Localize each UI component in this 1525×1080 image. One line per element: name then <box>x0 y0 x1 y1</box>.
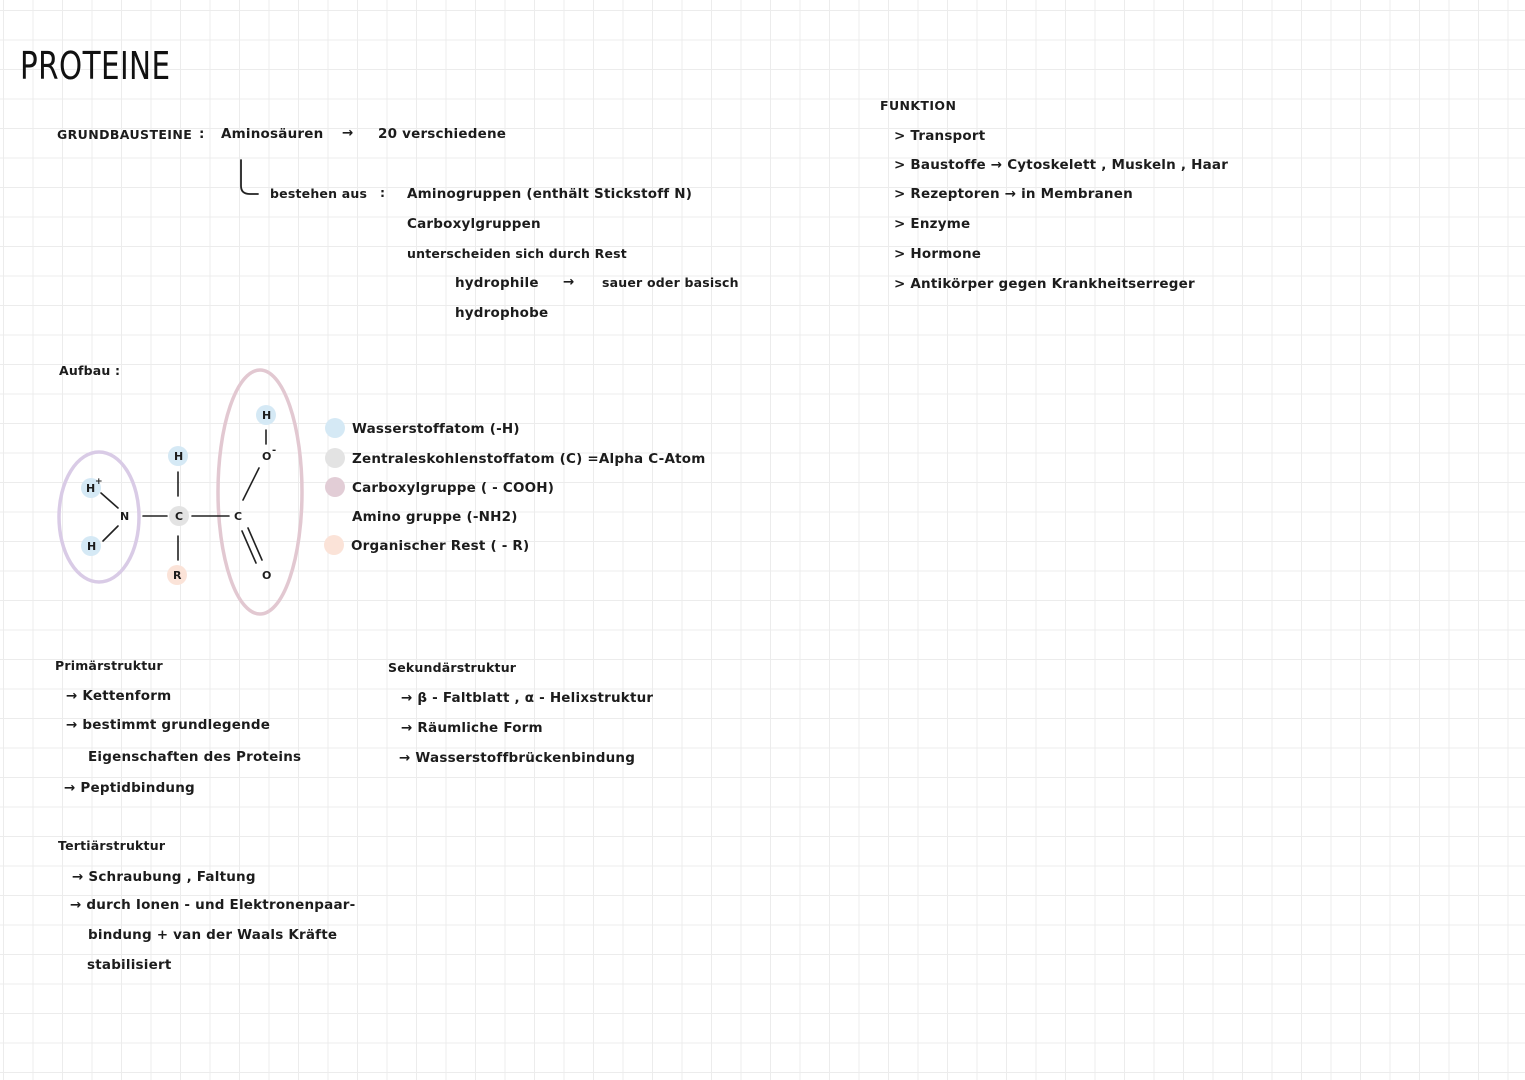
atom-h-plus: H <box>86 482 96 495</box>
list-item-primaer: Eigenschaften des Proteins <box>88 749 302 765</box>
legend-item-carboxyl: Carboxylgruppe ( - COOH) <box>352 480 555 496</box>
list-item-funktion: > Transport <box>894 128 986 144</box>
list-item-funktion: > Baustoffe → Cytoskelett , Muskeln , Haar <box>894 157 1229 173</box>
legend-hydrogen-dot <box>325 418 345 438</box>
grundbausteine-colon: : <box>199 126 205 142</box>
list-item-tertiaer: bindung + van der Waals Kräfte <box>88 927 338 943</box>
list-item-sekundaer: → β - Faltblatt , α - Helixstruktur <box>401 690 654 706</box>
arrow-icon: → <box>342 125 354 141</box>
zwanzig-verschiedene: 20 verschiedene <box>378 126 507 142</box>
atom-o-double: O <box>262 569 272 582</box>
aufbau-label: Aufbau : <box>59 363 121 378</box>
carboxyl-group-ring <box>218 370 302 614</box>
grundbausteine-label: GRUNDBAUSTEINE <box>57 127 193 142</box>
legend-item-hydrogen: Wasserstoffatom (-H) <box>352 421 520 437</box>
atom-plus-sign: + <box>95 477 103 487</box>
list-item-funktion: > Hormone <box>894 246 982 262</box>
tertiaerstruktur-label: Tertiärstruktur <box>58 838 166 853</box>
legend-rest-dot <box>324 535 344 555</box>
list-item-primaer: → Kettenform <box>66 688 172 704</box>
list-item-tertiaer: stabilisiert <box>87 957 172 973</box>
list-item-primaer: → Peptidbindung <box>64 780 195 796</box>
legend-item-amino: Amino gruppe (-NH2) <box>352 509 518 525</box>
atom-o-minus: O <box>262 450 272 463</box>
atom-h-carboxyl: H <box>262 409 272 422</box>
sauer-oder-basisch: sauer oder basisch <box>602 275 739 290</box>
atom-h-top: H <box>174 450 184 463</box>
primaerstruktur-label: Primärstruktur <box>55 658 163 673</box>
sekundaerstruktur-label: Sekundärstruktur <box>388 660 517 675</box>
bestehen-colon: : <box>380 185 386 200</box>
legend-carbon-dot <box>325 448 345 468</box>
list-item-funktion: > Enzyme <box>894 216 971 232</box>
atom-r: R <box>173 569 182 582</box>
legend-item-rest: Organischer Rest ( - R) <box>351 538 530 554</box>
aminosaeuren-term: Aminosäuren <box>221 126 324 142</box>
page-title: PROTEINE <box>20 44 171 88</box>
legend-carboxyl-dot <box>325 477 345 497</box>
list-item-tertiaer: → durch Ionen - und Elektronenpaar- <box>70 897 356 913</box>
list-item-tertiaer: → Schraubung , Faltung <box>72 869 256 885</box>
atom-c-center: C <box>175 510 184 523</box>
atom-c-carboxyl: C <box>234 510 243 523</box>
legend-item-carbon: Zentraleskohlenstoffatom (C) =Alpha C-Atom <box>352 451 706 467</box>
hydrophobe-label: hydrophobe <box>455 305 549 321</box>
list-item-primaer: → bestimmt grundlegende <box>66 717 271 733</box>
funktion-label: FUNKTION <box>880 98 957 113</box>
list-item-funktion: > Rezeptoren → in Membranen <box>894 186 1133 202</box>
atom-minus-sign: - <box>272 445 277 456</box>
list-item-sekundaer: → Räumliche Form <box>401 720 543 736</box>
atom-h-lower: H <box>87 540 97 553</box>
hydrophile-label: hydrophile <box>455 275 539 291</box>
list-item-funktion: > Antikörper gegen Krankheitserreger <box>894 276 1195 292</box>
bestehen-aus: bestehen aus <box>270 186 368 201</box>
atom-n: N <box>120 510 130 523</box>
list-item-carboxylgruppen: Carboxylgruppen <box>407 216 541 232</box>
arrow-icon: → <box>563 274 575 290</box>
list-item-rest: unterscheiden sich durch Rest <box>407 246 627 261</box>
list-item-sekundaer: → Wasserstoffbrückenbindung <box>399 750 636 766</box>
list-item-aminogruppen: Aminogruppen (enthält Stickstoff N) <box>407 186 693 202</box>
